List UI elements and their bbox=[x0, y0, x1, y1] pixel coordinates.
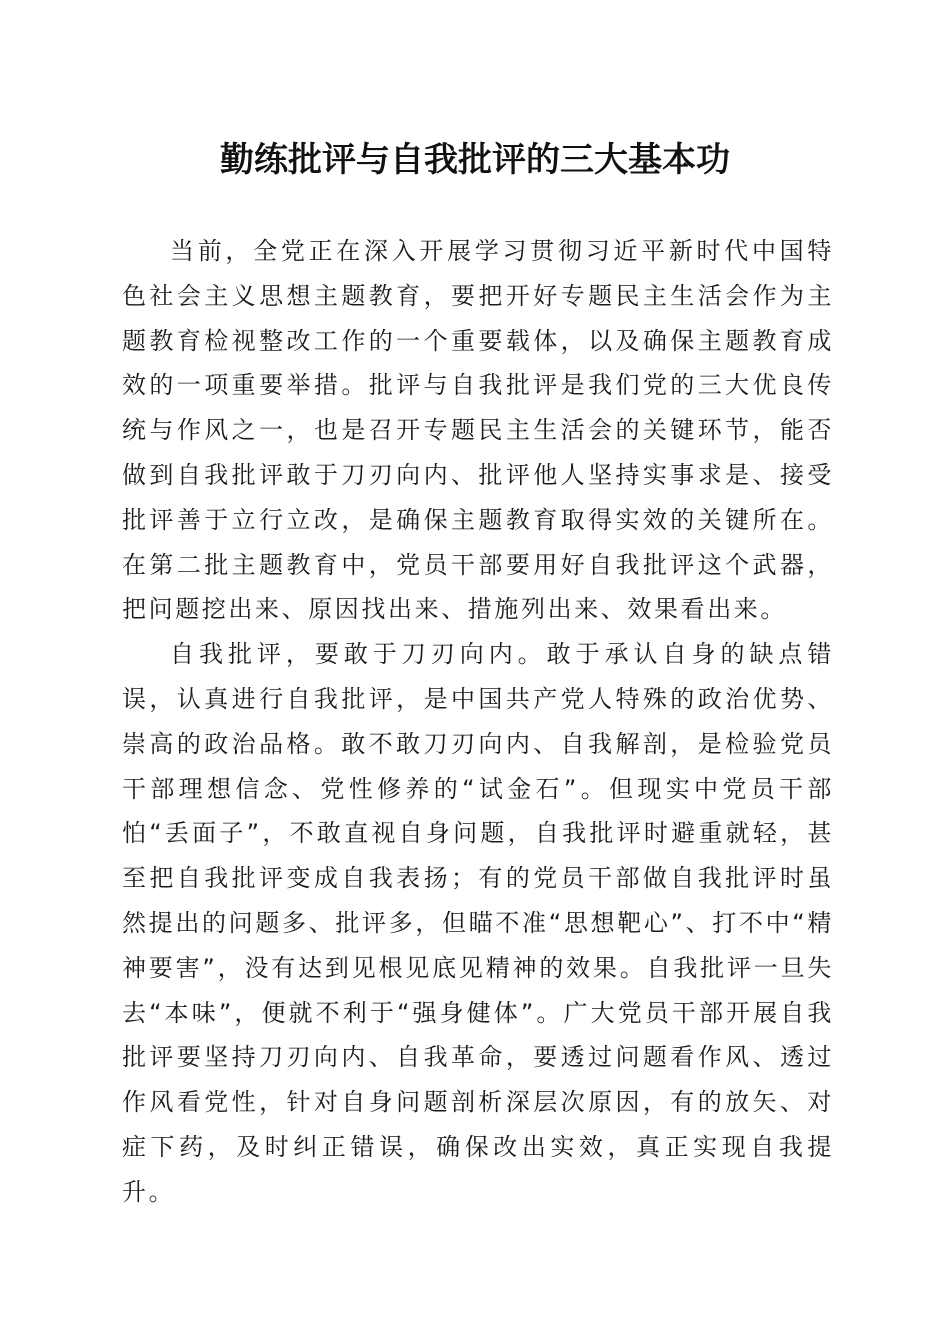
document-body bbox=[122, 229, 834, 1215]
document-title: 勤练批评与自我批评的三大基本功 bbox=[220, 140, 730, 180]
paragraph-self-criticism: 自我批评，要敢于刀刃向内。敢于承认自身的缺点错误，认真进行自我批评，是中国共产党人特殊的政治优势、崇高的政治品格。敢不敢刀刃向内、自我解剖，是检验党员干部理想信念、党性修养的“试金石”。但现实中党员干部怕“丢面子”，不敢直视自身问题，自我批评时避重就轻，甚至把自我批评变成自我表扬；有的党员干部做自我批评时虽然提出的问题多、批评多，但瞄不准“思想靶心”、打不中“精神要害”，没有达到见根见底见精神的效果。自我批评一旦失去“本味”，便就不利于“强身健体”。广大党员干部开展自我批评要坚持刀刃向内、自我革命，要透过问题看作风、透过作风看党性，针对自身问题剖析深层次原因，有的放矢、对症下药，及时纠正错误，确保改出实效，真正实现自我提升。 bbox=[122, 640, 834, 1206]
paragraph-intro: 当前，全党正在深入开展学习贯彻习近平新时代中国特色社会主义思想主题教育，要把开好专题民主生活会作为主题教育检视整改工作的一个重要载体，以及确保主题教育成效的一项重要举措。批评与自我批评是我们党的三大优良传统与作风之一，也是召开专题民主生活会的关键环节，能否做到自我批评敢于刀刃向内、批评他人坚持实事求是、接受批评善于立行立改，是确保主题教育取得实效的关键所在。在第二批主题教育中，党员干部要用好自我批评这个武器，把问题挖出来、原因找出来、措施列出来、效果看出来。 bbox=[122, 237, 834, 624]
